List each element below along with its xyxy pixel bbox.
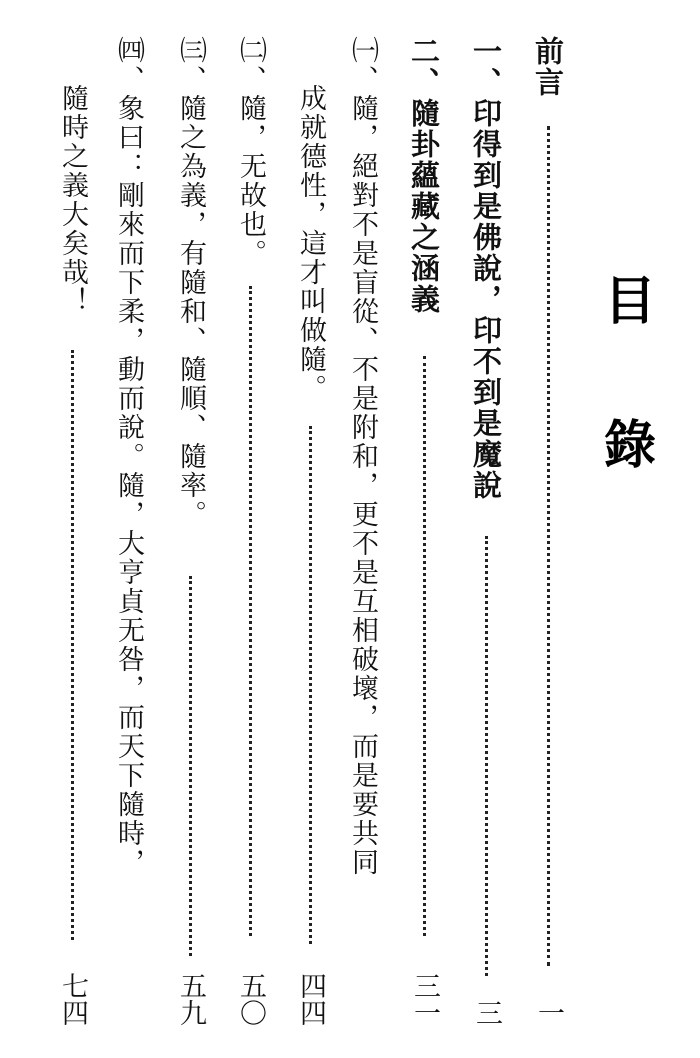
dot-leader [309,426,312,944]
entry-label: ㈠、隨，絕對不是盲從、不是附和，更不是互相破壞，而是要共同 [347,36,378,877]
entry-page-number: 三一 [409,972,440,1026]
toc-entry-section-4[interactable] [108,36,148,1026]
entry-label: 一、印得到是佛說，印不到是魔說 [469,36,503,501]
toc-entry-section-2[interactable] [230,36,270,1026]
entry-page-number: 五〇 [235,972,266,1026]
toc-entry-section-3[interactable] [170,36,210,1026]
entry-label-continuation: 隨時之義大矣哉！ [57,84,88,316]
dot-leader [485,536,488,976]
toc-entry-preface[interactable] [528,36,568,1026]
toc-entry-section-1[interactable] [342,36,382,1026]
entry-page-number: 五九 [175,972,206,1026]
toc-title [600,272,660,476]
entry-label: 二、隨卦蘊藏之涵義 [407,36,441,315]
entry-page-number: 一 [533,999,564,1026]
dot-leader [189,576,192,956]
entry-label: ㈡、隨，无故也。 [235,36,266,268]
dot-leader [423,356,426,936]
dot-leader [249,286,252,936]
toc-entry-chapter-2[interactable] [404,36,444,1026]
title-char-1: 目 [603,271,656,332]
entry-label: 前言 [531,36,565,98]
toc-entry-section-1-cont[interactable] [290,80,330,1026]
entry-label: ㈢、隨之為義，有隨和、隨順、隨率。 [175,36,206,529]
entry-page-number: 七四 [57,972,88,1026]
entry-label-continuation: 成就德性，這才叫做隨。 [295,84,326,403]
entry-page-number: 三 [471,999,502,1026]
entry-page-number: 四四 [295,972,326,1026]
entry-label: ㈣、象曰：剛來而下柔，動而說。隨，大亨貞无咎，而天下隨時， [113,36,144,877]
dot-leader [71,350,74,940]
toc-entry-chapter-1[interactable] [466,36,506,1026]
toc-entry-section-4-cont[interactable] [52,80,92,1026]
dot-leader [547,126,550,966]
title-char-2: 錄 [603,415,656,476]
